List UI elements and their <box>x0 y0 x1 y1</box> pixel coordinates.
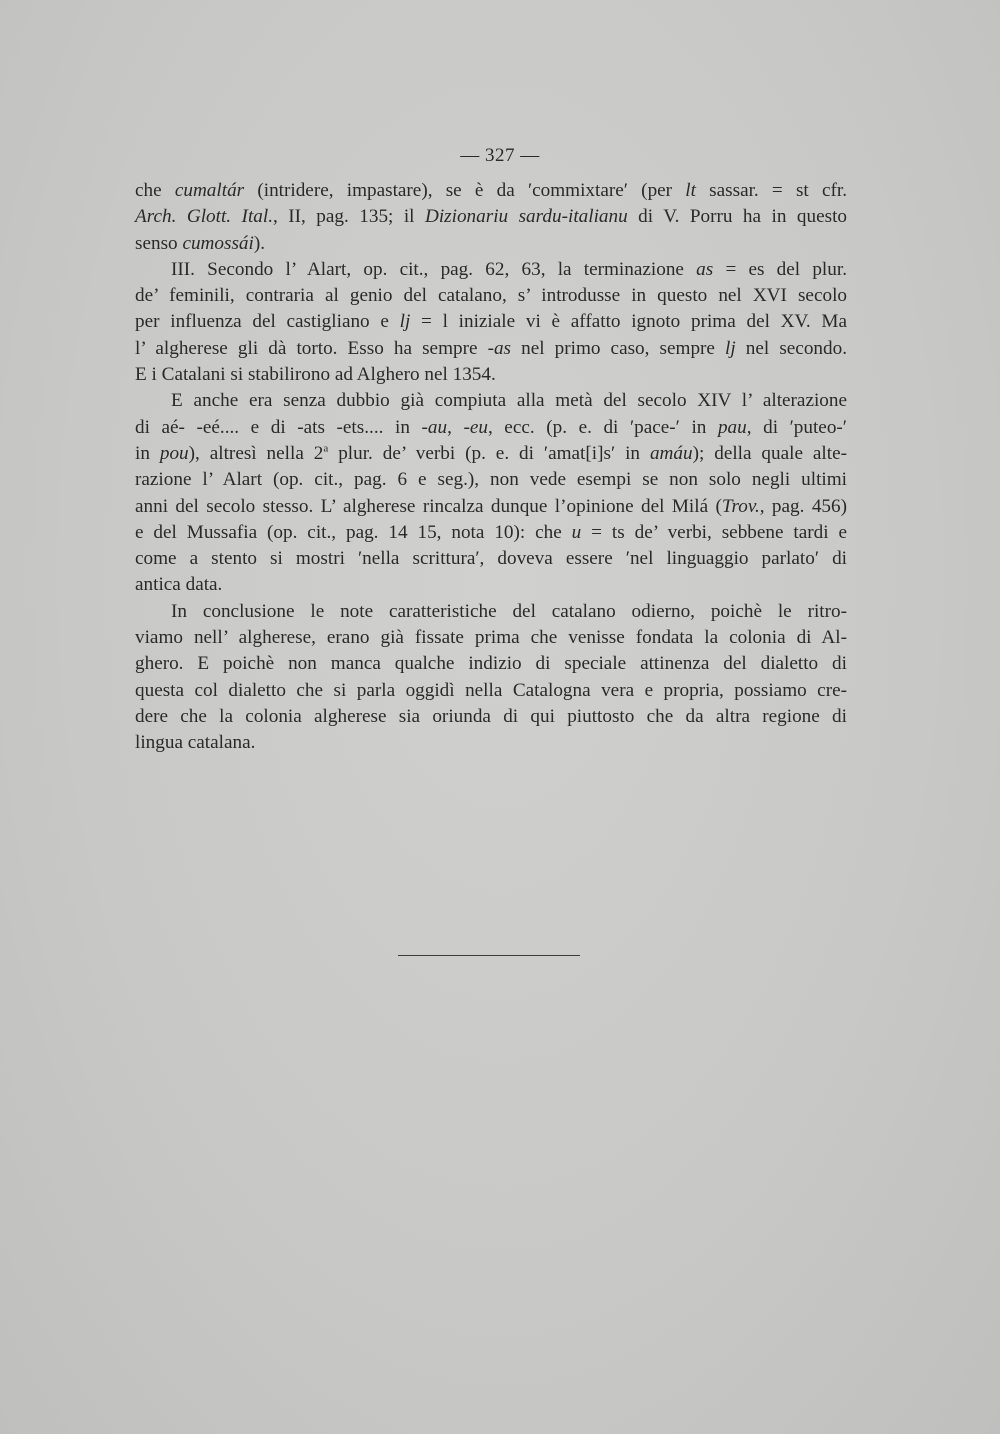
text-line <box>135 178 847 204</box>
text-run: ghero. E poichè non manca qualche indizio di speciale attinenza del dialetto di <box>135 653 847 675</box>
italic-run: cumaltár <box>174 180 245 201</box>
text-run: = ts de’ verbi, sebbene tardi e <box>581 521 848 543</box>
italic-run: as <box>696 258 714 280</box>
italic-run: Dizionariu sardu-italianu <box>424 206 628 228</box>
text-run: ). <box>253 232 266 254</box>
text-line <box>135 204 847 230</box>
text-run: de’ feminili, contraria al genio del catalano, s’ introdusse in questo nel XVI secolo <box>135 285 847 307</box>
text-run: questa col dialetto che si parla oggidì nella Catalogna vera e propria, possiamo cre- <box>135 679 847 701</box>
text-run: = es del plur. <box>713 258 847 280</box>
text-line <box>135 336 847 362</box>
text-line <box>135 599 847 625</box>
italic-run: Trov. <box>721 495 760 517</box>
text-run: che <box>135 180 175 201</box>
text-run: In conclusione le note caratteristiche del catalano odierno, poichè le ritro- <box>171 600 847 622</box>
text-run: ); della quale alte- <box>692 442 847 464</box>
text-run: per influenza del castigliano e <box>135 311 400 333</box>
text-run: , <box>447 416 464 438</box>
italic-run: u <box>571 521 582 543</box>
text-line <box>135 309 847 335</box>
italic-run: pou <box>159 442 189 464</box>
italic-run: lj <box>399 311 411 333</box>
text-run: E anche era senza dubbio già compiuta alla metà del secolo XIV l’ alterazione <box>171 390 847 412</box>
text-run: di aé- -eé.... e di -ats -ets.... in <box>135 416 422 438</box>
italic-run: lj <box>725 337 736 359</box>
body-text <box>135 178 847 757</box>
text-line <box>135 625 847 651</box>
text-run: viamo nell’ algherese, erano già fissate prima che venisse fondata la colonia di Al- <box>135 627 847 649</box>
text-run: lingua catalana. <box>135 732 256 754</box>
text-line <box>135 651 847 677</box>
italic-run: Arch. Glott. Ital. <box>135 206 273 228</box>
text-run: ), altresì nella 2 <box>188 442 324 464</box>
text-line <box>135 231 847 257</box>
text-run: (intridere, impastare), se è da ʹcommixtareʹ (per <box>244 180 686 201</box>
text-run: in <box>135 442 160 464</box>
italic-run: pau <box>717 416 747 438</box>
superscript: a <box>323 442 329 455</box>
text-run: , di ʹputeo-ʹ <box>746 416 848 438</box>
text-line <box>135 730 847 756</box>
italic-run: -as <box>487 337 512 359</box>
text-line <box>135 572 847 598</box>
italic-run: cumossái <box>182 232 254 254</box>
text-run: E i Catalani si stabilirono ad Alghero nel 1354. <box>135 364 496 386</box>
text-line <box>135 678 847 704</box>
text-run: nel secondo. <box>735 337 847 359</box>
italic-run: -au <box>421 416 448 438</box>
text-line <box>135 257 847 283</box>
text-run: , ecc. (p. e. di ʹpace-ʹ in <box>487 416 718 438</box>
text-run: antica data. <box>135 574 223 596</box>
italic-run: amáu <box>649 442 693 464</box>
text-line <box>135 546 847 572</box>
text-run: = l iniziale vi è affatto ignoto prima del XV. Ma <box>410 311 848 333</box>
text-line <box>135 520 847 546</box>
text-line <box>135 283 847 309</box>
text-run: dere che la colonia algherese sia oriunda di qui piuttosto che da altra regione di <box>135 705 847 727</box>
text-run: plur. de’ verbi (p. e. di ʹamat[i]sʹ in <box>328 442 650 464</box>
page-number: — 327 — <box>460 145 540 166</box>
text-run: anni del secolo stesso. L’ algherese rincalza dunque l’opinione del Milá ( <box>135 495 722 517</box>
text-run: III. Secondo l’ Alart, op. cit., pag. 62, 63, la terminazione <box>171 258 697 280</box>
text-run: l’ algherese gli dà torto. Esso ha sempre <box>135 337 488 359</box>
text-line <box>135 388 847 414</box>
text-run: razione l’ Alart (op. cit., pag. 6 e seg.), non vede esempi se non solo negli ultimi <box>135 469 847 491</box>
text-run: come a stento si mostri ʹnella scritturaʹ, doveva essere ʹnel linguaggio parlatoʹ di <box>135 548 847 570</box>
text-run: nel primo caso, sempre <box>511 337 726 359</box>
text-run: sassar. = st cfr. <box>695 180 847 201</box>
text-run: di V. Porru ha in questo <box>627 206 847 228</box>
text-line <box>135 467 847 493</box>
text-line <box>135 704 847 730</box>
text-line <box>135 441 847 467</box>
text-line <box>135 494 847 520</box>
text-run: e del Mussafia (op. cit., pag. 14 15, nota 10): che <box>135 521 572 543</box>
italic-run: lt <box>685 180 696 201</box>
text-run: , pag. 456) <box>759 495 847 517</box>
text-run: senso <box>135 232 183 254</box>
italic-run: -eu <box>463 416 488 438</box>
text-run: , II, pag. 135; il <box>273 206 425 228</box>
text-line <box>135 415 847 441</box>
text-line <box>135 362 847 388</box>
end-rule <box>398 955 580 956</box>
